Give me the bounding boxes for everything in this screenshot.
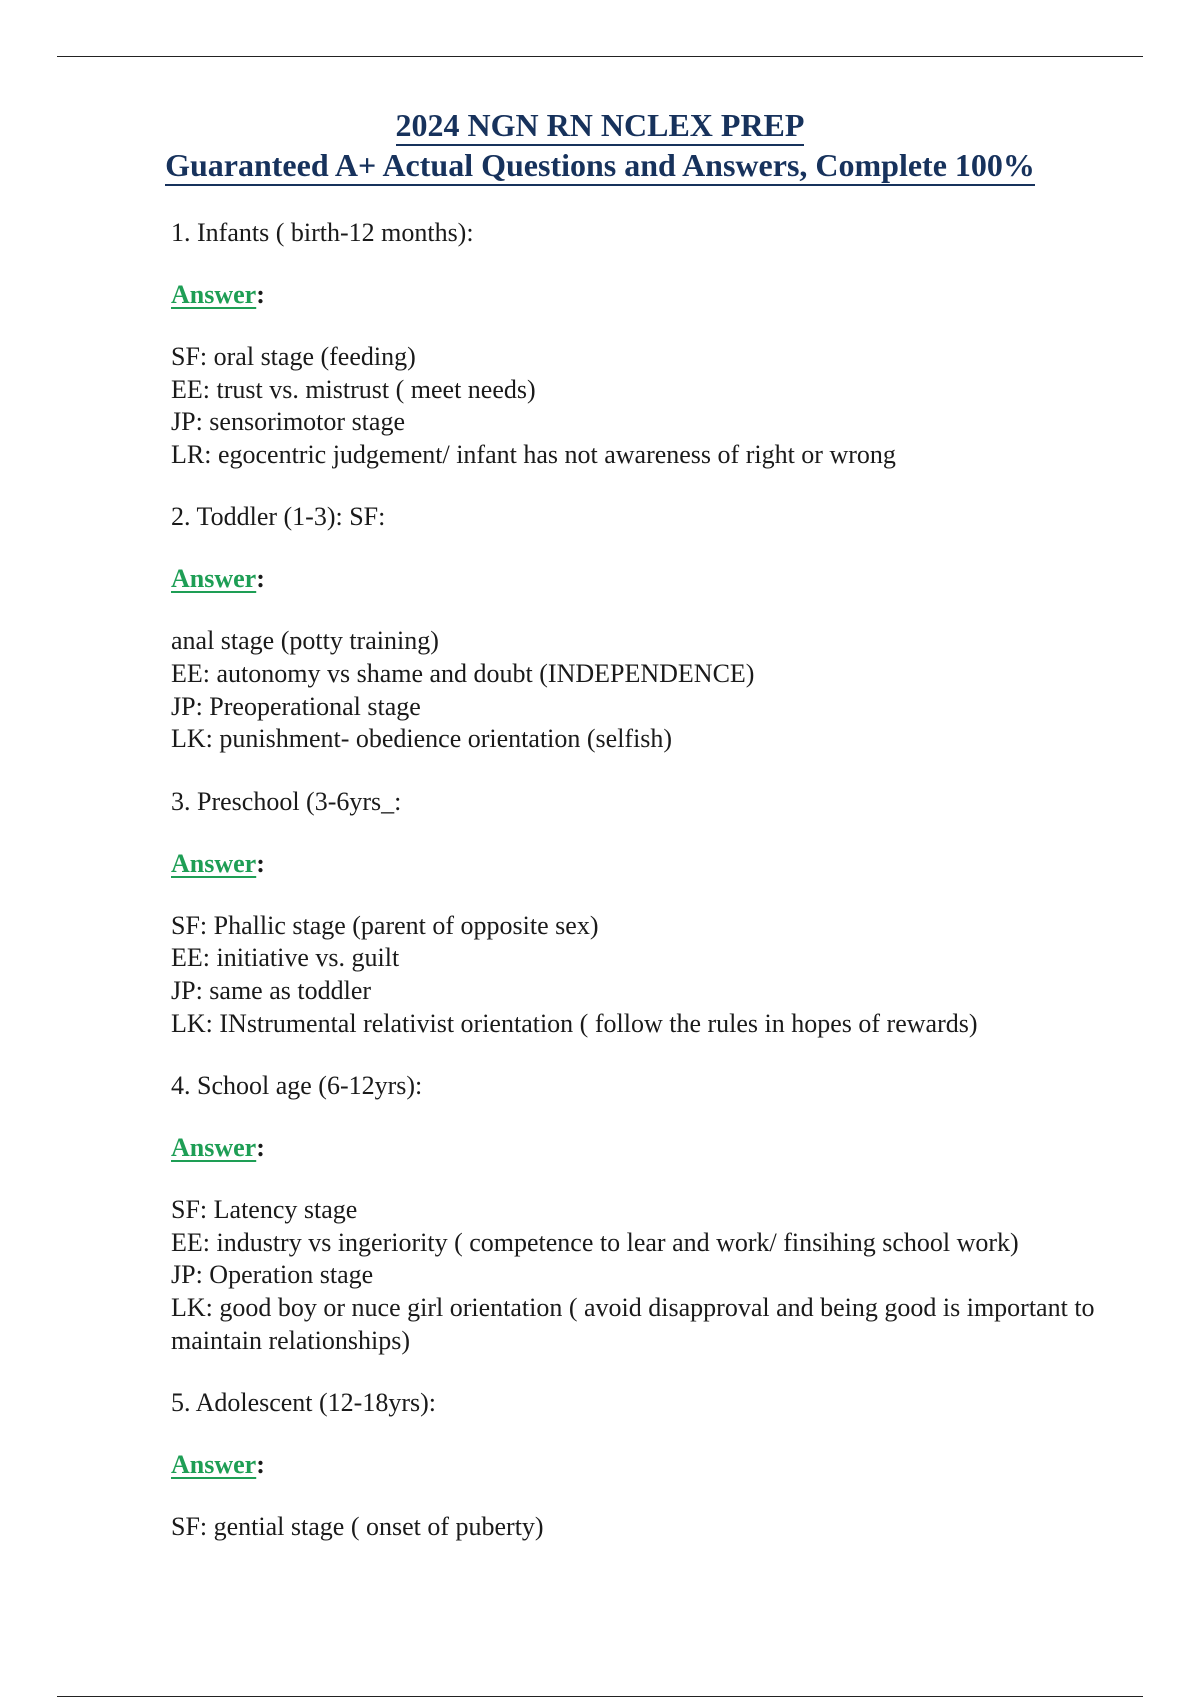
answer-line: LK: good boy or nuce girl orientation ( avoid disapproval and being good is important to maintain relationships) xyxy=(171,1292,1095,1355)
answer-word: Answer xyxy=(171,1450,257,1480)
answer-word: Answer xyxy=(171,848,257,878)
answer-label: Answer: xyxy=(171,564,265,594)
qa-item xyxy=(171,501,1131,755)
question-text: 5. Adolescent (12-18yrs): xyxy=(171,1388,437,1418)
title-line-1: 2024 NGN RN NCLEX PREP xyxy=(396,106,805,146)
answer-line: EE: trust vs. mistrust ( meet needs) xyxy=(171,374,536,404)
answer-body xyxy=(171,1194,1131,1357)
answer-line: EE: initiative vs. guilt xyxy=(171,943,400,973)
answer-word: Answer xyxy=(171,564,257,594)
answer-body xyxy=(171,625,1131,755)
answer-line: EE: autonomy vs shame and doubt (INDEPENDENCE) xyxy=(171,658,755,688)
document-title xyxy=(0,106,1200,186)
answer-word: Answer xyxy=(171,280,257,309)
qa-item xyxy=(171,217,1131,471)
header-rule xyxy=(57,56,1143,57)
answer-body xyxy=(171,341,1131,471)
answer-line: LK: punishment- obedience orientation (selfish) xyxy=(171,724,673,754)
answer-body xyxy=(171,910,1131,1040)
answer-line: JP: Preoperational stage xyxy=(171,691,421,721)
answer-body xyxy=(171,1511,1131,1544)
question-text: 4. School age (6-12yrs): xyxy=(171,1071,423,1101)
question-text: 1. Infants ( birth-12 months): xyxy=(171,218,474,247)
question-text: 2. Toddler (1-3): SF: xyxy=(171,502,386,532)
answer-line: SF: gential stage ( onset of puberty) xyxy=(171,1512,544,1542)
answer-label: Answer: xyxy=(171,1450,265,1480)
answer-label: Answer: xyxy=(171,1133,265,1163)
answer-label: Answer: xyxy=(171,848,265,878)
qa-item xyxy=(171,1387,1131,1544)
answer-line: EE: industry vs ingeriority ( competence to lear and work/ finsihing school work) xyxy=(171,1227,1019,1257)
answer-label: Answer: xyxy=(171,280,265,309)
qa-list xyxy=(171,217,1131,1574)
answer-line: LK: INstrumental relativist orientation ( follow the rules in hopes of rewards) xyxy=(171,1008,978,1038)
qa-item xyxy=(171,786,1131,1040)
answer-line: LR: egocentric judgement/ infant has not awareness of right or wrong xyxy=(171,439,896,469)
question-text: 3. Preschool (3-6yrs_: xyxy=(171,786,402,816)
answer-line: SF: Latency stage xyxy=(171,1195,358,1225)
qa-item xyxy=(171,1070,1131,1357)
title-line-2: Guaranteed A+ Actual Questions and Answers, Complete 100% xyxy=(165,146,1035,186)
answer-word: Answer xyxy=(171,1133,257,1163)
answer-line: JP: same as toddler xyxy=(171,975,372,1005)
answer-line: SF: Phallic stage (parent of opposite sex) xyxy=(171,910,599,940)
answer-line: SF: oral stage (feeding) xyxy=(171,342,416,371)
answer-line: anal stage (potty training) xyxy=(171,626,439,656)
footer-rule xyxy=(57,1696,1143,1697)
answer-line: JP: sensorimotor stage xyxy=(171,407,405,437)
answer-line: JP: Operation stage xyxy=(171,1260,374,1290)
